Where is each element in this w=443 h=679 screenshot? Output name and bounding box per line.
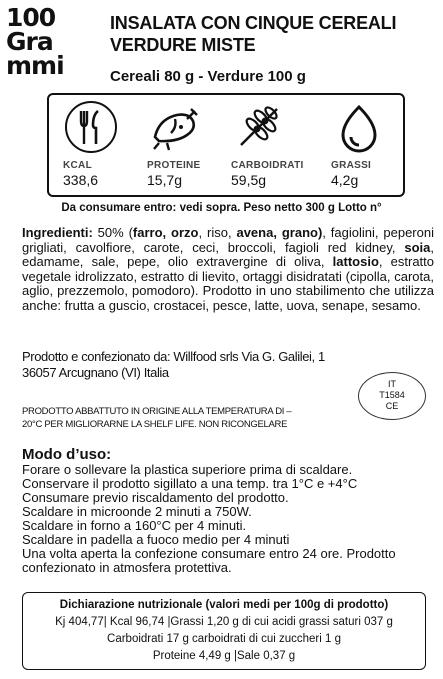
carboidrati-label: CARBOIDRATI [231,160,304,171]
nutrition-item-kcal [63,99,143,188]
product-title-line-2: VERDURE MISTE [110,35,256,55]
ingredients-part: , estratto vegetale idrolizzato, estratto di lievito, ortaggi disidratati (cipolla, carota, aglio, prezzemolo, pomodoro). Prodotto in uno stabilimento che utilizza anche: frutta a guscio, crostacei, pesce, latte, uova, senape, sesamo. [22,254,434,313]
ingredients-part: 50% ( [92,225,133,240]
product-title [110,12,396,56]
declaration-line-2: Carboidrati 17 g carboidrati di cui zuccheri 1 g [107,633,341,645]
wheat-icon [231,99,287,155]
usage-line: Scaldare in padella a fuoco medio per 4 minuti [22,532,290,547]
expiry-weight-lot: Da consumare entro: vedi sopra. Peso netto 300 g Lotto n° [61,202,382,214]
producer-line-2: 36057 Arcugnano (VI) Italia [22,365,169,380]
proteine-value: 15,7g [147,172,183,188]
usage-line: Scaldare in microonde 2 minuti a 750W. [22,504,252,519]
nutrition-item-carboidrati [231,99,311,188]
cutlery-icon [63,99,119,155]
usage-line: Consumare previo riscaldamento del prodotto. [22,490,289,505]
health-mark-country: IT [388,379,396,389]
usage-line: Conservare il prodotto sigillato a una temp. tra 1°C e +4°C [22,476,358,491]
product-title-line-1: INSALATA CON CINQUE CEREALI [110,13,397,33]
logo-line-2: Gra [6,27,53,56]
chicken-icon [147,99,203,155]
usage-line: Forare o sollevare la plastica superiore prima di scaldare. [22,462,353,477]
ingredients-allergen: soia [404,239,431,255]
health-mark-code: T1584 [379,390,405,400]
freezing-notice [22,405,352,431]
producer-line-1: Prodotto e confezionato da: Willfood srls Via G. Galilei, 1 [22,349,325,364]
ingredients-part: , edamame, sale, pepe, olio extravergine di oliva, [22,239,434,269]
carboidrati-value: 59,5g [231,172,267,188]
ingredients-heading: Ingredienti: [22,225,93,240]
product-subtitle: Cereali 80 g - Verdure 100 g [110,68,306,85]
ingredients-allergen: avena, grano) [236,225,323,240]
nutrition-item-proteine [147,99,227,188]
freezing-notice-line-2: 20°C PER MIGLIORARNE LA SHELF LIFE. NON RICONGELARE [22,419,288,430]
producer-info [22,349,382,381]
nutrition-summary-box [47,93,405,197]
logo-line-3: mmi [6,51,64,80]
brand-logo [6,3,106,80]
declaration-line-3: Proteine 4,49 g |Sale 0,37 g [152,650,296,662]
declaration-line-1: Kj 404,77| Kcal 96,74 |Grassi 1,20 g di cui acidi grassi saturi 037 g [55,616,393,628]
usage-line: confezionato in atmosfera protettiva. [22,560,232,575]
usage-heading: Modo d’uso: [22,446,112,463]
usage-line: Una volta aperta la confezione consumare entro 24 ore. Prodotto [22,546,396,561]
kcal-value: 338,6 [63,172,99,188]
ingredients-part: , fagiolini, peperoni grigliati, cavolfiore, carote, ceci, broccoli, fagioli red kidney, [22,225,434,255]
logo-line-1: 100 [6,3,56,32]
proteine-label: PROTEINE [147,160,201,171]
declaration-heading: Dichiarazione nutrizionale (valori medi per 100g di prodotto) [59,599,389,611]
usage-line: Scaldare in forno a 160°C per 4 minuti. [22,518,247,533]
health-mark-oval [358,372,426,420]
ingredients-text [22,226,434,313]
nutrition-item-grassi [331,99,411,188]
nutrition-declaration-box [22,592,426,670]
usage-instructions [22,448,434,575]
drop-icon [331,99,387,155]
ingredients-allergen: farro, orzo [132,225,199,240]
grassi-label: GRASSI [331,160,372,171]
kcal-label: KCAL [63,160,92,171]
health-mark-ce: CE [385,401,399,411]
ingredients-allergen: lattosio [332,254,379,269]
grassi-value: 4,2g [331,172,359,188]
freezing-notice-line-1: PRODOTTO ABBATTUTO IN ORIGINE ALLA TEMPERATURA DI – [22,406,292,417]
ingredients-part: , riso, [198,225,237,240]
